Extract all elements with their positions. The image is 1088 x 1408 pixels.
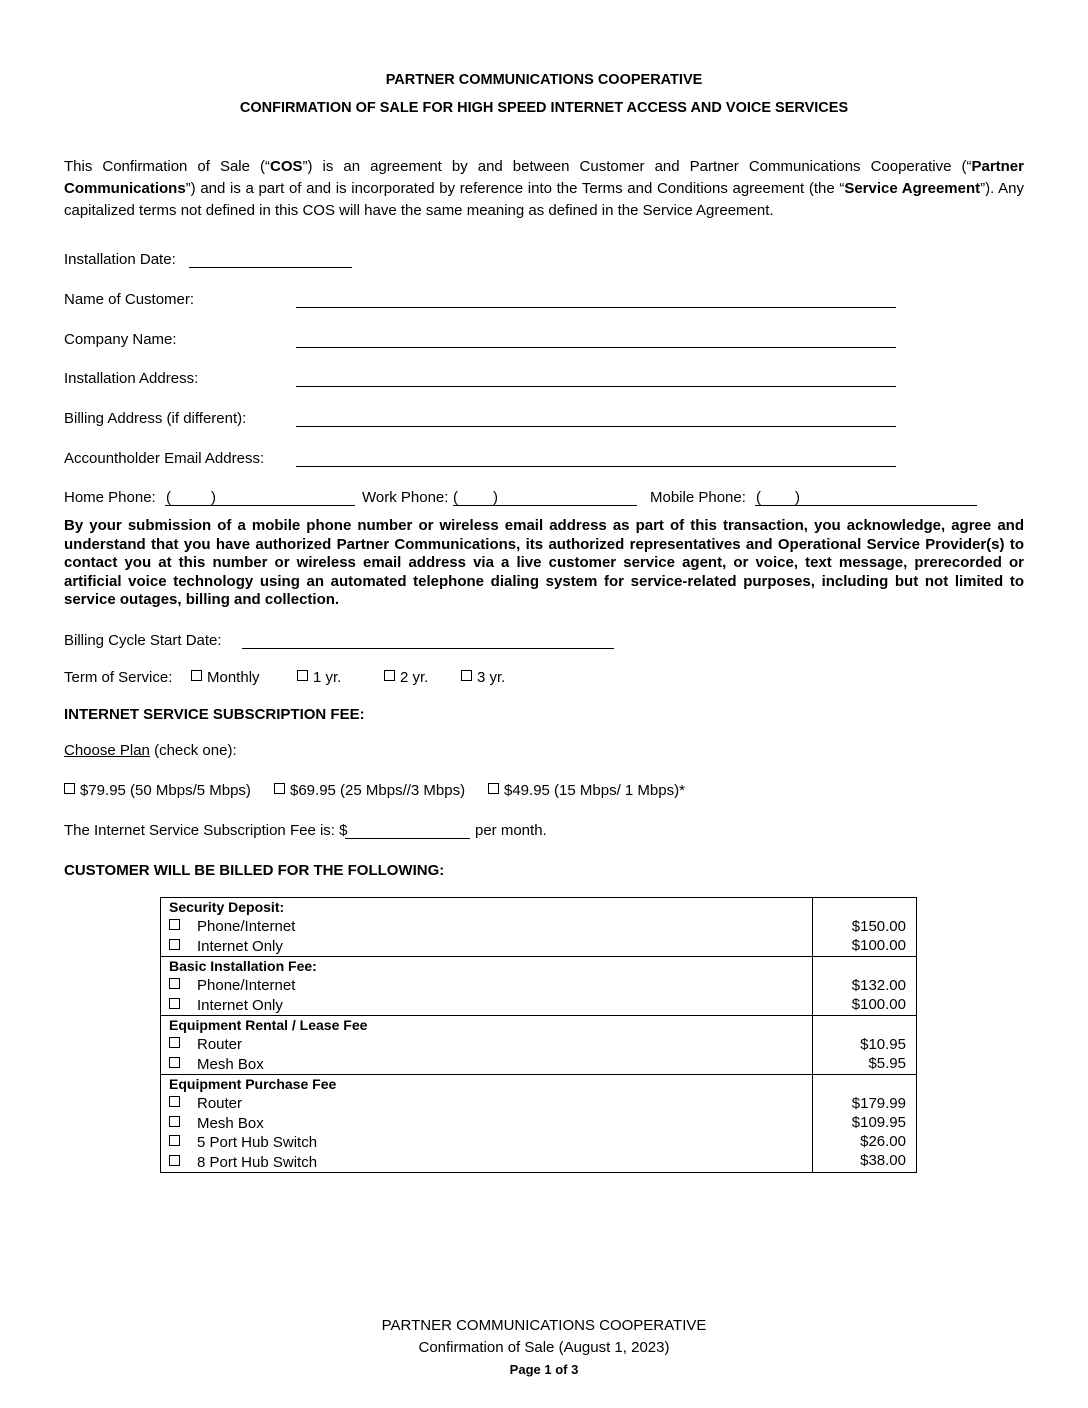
customer-name-label: Name of Customer: <box>64 291 195 308</box>
company-name-label: Company Name: <box>64 331 177 348</box>
fee-item[interactable] <box>169 1094 812 1114</box>
document-page <box>64 0 1024 1408</box>
term-option-3yr[interactable] <box>461 669 505 686</box>
checkbox-icon <box>169 998 180 1009</box>
internet-heading-text: INTERNET SERVICE SUBSCRIPTION FEE: <box>64 706 365 723</box>
checkbox-icon <box>169 1135 180 1146</box>
intro-partner-term: Partner Communications <box>64 158 1024 197</box>
customer-name-row <box>64 291 1024 313</box>
fee-amount: $132.00 <box>851 977 906 994</box>
fee-section-desc <box>161 957 813 1016</box>
phone-row <box>64 489 1024 511</box>
checkbox-icon <box>169 1096 180 1107</box>
billing-cycle-field[interactable] <box>242 632 614 649</box>
billing-cycle-label: Billing Cycle Start Date: <box>64 632 222 649</box>
fee-amount: $10.95 <box>860 1036 906 1053</box>
fee-section-desc <box>161 1016 813 1075</box>
fee-section-amounts <box>813 1075 917 1173</box>
table-row <box>161 957 917 1016</box>
fee-section-amounts <box>813 898 917 957</box>
installation-address-row <box>64 370 1024 392</box>
intro-cos-term: COS <box>270 158 303 175</box>
section-title: Equipment Rental / Lease Fee <box>169 1017 368 1033</box>
fee-item[interactable] <box>169 1133 812 1153</box>
installation-date-field[interactable] <box>189 251 352 268</box>
customer-name-field[interactable] <box>296 291 896 308</box>
term-option-label: 3 yr. <box>477 669 506 686</box>
section-title: Equipment Purchase Fee <box>169 1076 337 1092</box>
fee-item[interactable] <box>169 1055 812 1075</box>
plan-option-1[interactable] <box>64 782 251 799</box>
billed-heading <box>64 862 1024 884</box>
fees-table <box>160 897 917 1173</box>
table-row <box>161 1075 917 1173</box>
fee-amount: $150.00 <box>851 918 906 935</box>
fee-amount: $38.00 <box>860 1152 906 1169</box>
checkbox-icon <box>169 1057 180 1068</box>
plan-options-row <box>64 782 1024 804</box>
fee-item[interactable] <box>169 976 812 996</box>
consent-paragraph: By your submission of a mobile phone number or wireless email address as part of this transaction, you acknowledge, agree and understand that you have authorized Partner Communications, its authorized representatives and Operational Service Provider(s) to contact you at this number or wireless email address via a live customer service agent, or voice, text message, prerecorded or artificial voice technology using an automated telephone dialing system for service-related purposes, including but not limited to service outages, billing and collection. <box>64 517 1024 608</box>
plan-option-label: $79.95 (50 Mbps/5 Mbps) <box>80 782 251 799</box>
fee-item-label: Internet Only <box>197 937 283 955</box>
installation-date-label: Installation Date: <box>64 251 176 268</box>
checkbox-icon <box>169 1116 180 1127</box>
email-field[interactable] <box>296 450 896 467</box>
intro-text-3: ”) and is a part of and is incorporated by reference into the Terms and Conditions agreement (the “ <box>185 180 845 197</box>
fee-section-amounts <box>813 1016 917 1075</box>
installation-address-label: Installation Address: <box>64 370 199 387</box>
per-month-label: per month. <box>475 822 547 839</box>
checkbox-icon <box>169 919 180 930</box>
fee-item-label: Phone/Internet <box>197 977 296 994</box>
term-option-label: 2 yr. <box>400 669 429 686</box>
fee-item-label: Internet Only <box>197 996 283 1014</box>
term-option-2yr[interactable] <box>384 669 428 686</box>
billing-address-label: Billing Address (if different): <box>64 410 247 427</box>
plan-option-2[interactable] <box>274 782 465 799</box>
footer-page-number: Page 1 of 3 <box>509 1362 579 1377</box>
intro-text-4: ”). Any capitalized terms not defined in this COS will have the same meaning as defined in the Service Agreement. <box>64 180 1024 219</box>
choose-plan-row <box>64 742 1024 764</box>
fee-amount: $26.00 <box>860 1133 906 1150</box>
intro-text-2: ”) is an agreement by and between Customer and Partner Communications Cooperative (“ <box>302 158 972 175</box>
fee-row <box>64 822 1024 844</box>
fee-amount: $109.95 <box>851 1114 906 1131</box>
term-option-label: 1 yr. <box>313 669 342 686</box>
company-name-row <box>64 331 1024 353</box>
term-option-monthly[interactable] <box>191 669 260 686</box>
checkbox-icon <box>488 783 499 794</box>
checkbox-icon <box>169 978 180 989</box>
billing-address-field[interactable] <box>296 410 896 427</box>
footer-doc: Confirmation of Sale (August 1, 2023) <box>418 1339 670 1356</box>
email-label: Accountholder Email Address: <box>64 450 265 467</box>
fee-amount: $100.00 <box>851 937 906 954</box>
billing-address-row <box>64 410 1024 432</box>
mobile-phone-label: Mobile Phone: <box>650 489 746 506</box>
fee-item-label: 5 Port Hub Switch <box>197 1134 318 1151</box>
document-title: CONFIRMATION OF SALE FOR HIGH SPEED INTERNET ACCESS AND VOICE SERVICES <box>239 100 849 116</box>
fee-item[interactable] <box>169 996 812 1016</box>
fee-item-label: Mesh Box <box>197 1114 264 1132</box>
term-row <box>64 669 1024 691</box>
billing-cycle-row <box>64 632 1024 654</box>
fee-amount: $5.95 <box>868 1055 906 1072</box>
fee-amount: $100.00 <box>851 996 906 1013</box>
fee-item-label: Phone/Internet <box>197 918 296 935</box>
fee-amount-field[interactable] <box>345 822 470 839</box>
checkbox-icon <box>169 1155 180 1166</box>
term-option-label: Monthly <box>207 669 260 686</box>
plan-option-label: $69.95 (25 Mbps//3 Mbps) <box>290 782 466 799</box>
email-row <box>64 450 1024 472</box>
org-heading: PARTNER COMMUNICATIONS COOPERATIVE <box>385 72 703 88</box>
fee-item[interactable] <box>169 1153 812 1173</box>
checkbox-icon <box>191 670 202 681</box>
section-title: Security Deposit: <box>169 899 285 915</box>
installation-date-row <box>64 251 1024 273</box>
home-phone-field[interactable]: ( ) <box>165 489 355 506</box>
fee-item-label: Router <box>197 1036 243 1053</box>
fee-item-label: 8 Port Hub Switch <box>197 1153 318 1171</box>
checkbox-icon <box>384 670 395 681</box>
fee-item[interactable] <box>169 937 812 957</box>
fee-section-desc <box>161 898 813 957</box>
fee-section-desc <box>161 1075 813 1173</box>
fee-item-label: Router <box>197 1095 243 1112</box>
check-one-label: (check one): <box>154 742 237 759</box>
plan-option-3[interactable] <box>488 782 685 799</box>
checkbox-icon <box>64 783 75 794</box>
choose-plan-label: Choose Plan <box>64 742 150 759</box>
internet-heading <box>64 706 1024 728</box>
section-title: Basic Installation Fee: <box>169 958 317 974</box>
mobile-phone-field[interactable]: ( ) <box>755 489 977 506</box>
installation-address-field[interactable] <box>296 370 896 387</box>
plan-option-label: $49.95 (15 Mbps/ 1 Mbps)* <box>504 782 685 799</box>
checkbox-icon <box>169 1037 180 1048</box>
table-row <box>161 1016 917 1075</box>
checkbox-icon <box>297 670 308 681</box>
intro-text-1: This Confirmation of Sale (“ <box>64 158 271 175</box>
intro-service-term: Service Agreement <box>844 180 981 197</box>
fee-item-label: Mesh Box <box>197 1055 264 1073</box>
fee-item[interactable] <box>169 917 812 937</box>
checkbox-icon <box>169 939 180 950</box>
fee-item[interactable] <box>169 1114 812 1134</box>
fee-label: The Internet Service Subscription Fee is: $ <box>64 822 348 839</box>
fee-section-amounts <box>813 957 917 1016</box>
work-phone-label: Work Phone: <box>362 489 449 506</box>
term-label: Term of Service: <box>64 669 173 686</box>
footer-org: PARTNER COMMUNICATIONS COOPERATIVE <box>381 1317 707 1334</box>
term-option-1yr[interactable] <box>297 669 341 686</box>
table-row <box>161 898 917 957</box>
company-name-field[interactable] <box>296 331 896 348</box>
billed-heading-text: CUSTOMER WILL BE BILLED FOR THE FOLLOWING: <box>64 862 445 879</box>
work-phone-field[interactable]: ( ) <box>453 489 637 506</box>
checkbox-icon <box>274 783 285 794</box>
fee-item[interactable] <box>169 1035 812 1055</box>
checkbox-icon <box>461 670 472 681</box>
fee-amount: $179.99 <box>851 1095 906 1112</box>
intro-paragraph <box>64 156 1024 222</box>
home-phone-label: Home Phone: <box>64 489 156 506</box>
